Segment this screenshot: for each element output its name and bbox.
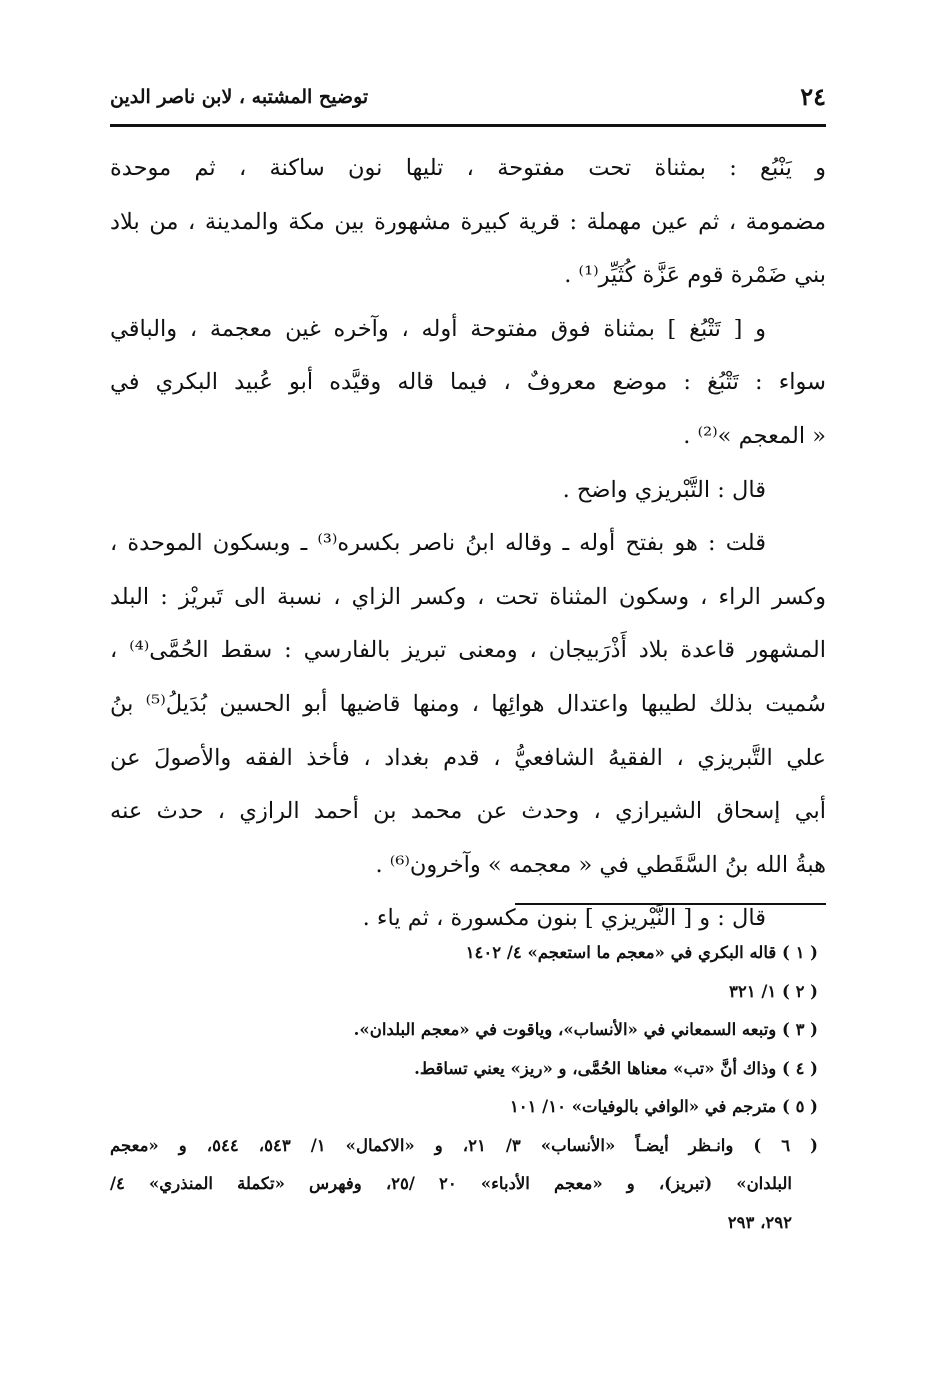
page-number: ٢٤: [800, 82, 826, 111]
text-line: و [ تَتْبُغ ] بمثناة فوق مفتوحة أوله ، وآخره غين معجمة ، والباقي: [110, 315, 766, 342]
footnote: ( ٤ ) وذاك أنَّ «تب» معناها الحُمَّى، و «ريز» يعني تساقط.: [414, 1058, 818, 1078]
text-line: المشهور قاعدة بلاد أَذْرَبيجان ، ومعنى تبريز بالفارسي : سقط الحُمَّى⁽⁴⁾ ،: [110, 637, 826, 664]
footnote-continuation: ٢٩٢، ٢٩٣: [727, 1212, 792, 1232]
text-line: و يَنْبُع : بمثناة تحت مفتوحة ، تليها نون ساكنة ، ثم موحدة: [110, 155, 826, 181]
footnote: ( ٢ ) ١/ ٣٢١: [729, 981, 818, 1001]
footnote: ( ١ ) قاله البكري في «معجم ما استعجم» ٤/ ١٤٠٢: [465, 943, 818, 962]
footnotes: [110, 934, 826, 1242]
text-line: علي التَّبريزي ، الفقيهُ الشافعيُّ ، قدم بغداد ، فأخذ الفقه والأصولَ عن: [110, 744, 826, 771]
text-line: بني ضَمْرة قوم عَزَّة كُثَيِّر⁽¹⁾ .: [564, 262, 826, 289]
running-title: توضيح المشتبه ، لابن ناصر الدين: [110, 86, 369, 108]
text-line: هبةُ الله بنُ السَّقَطي في « معجمه » وآخرون⁽⁶⁾ .: [375, 851, 826, 878]
footnote-rule: [515, 903, 826, 905]
text-line: سُميت بذلك لطيبها واعتدال هوائِها ، ومنها قاضيها أبو الحسين بُدَيلُ⁽⁵⁾ بنُ: [110, 690, 826, 717]
text-line: مضمومة ، ثم عين مهملة : قرية كبيرة مشهورة بين مكة والمدينة ، من بلاد: [110, 208, 826, 235]
text-line: أبي إسحاق الشيرازي ، وحدث عن محمد بن أحمد الرازي ، حدث عنه: [110, 798, 826, 825]
footnote: ( ٦ ) وانـظر أيضـاً «الأنساب» ٣/ ٢١، و «الاكمال» ١/ ٥٤٣، ٥٤٤، و «معجم: [110, 1135, 818, 1155]
footnote-continuation: البلدان» (تبريز)، و «معجم الأدباء» ٢٠ /٢٥، وفهرس «تكملة المنذري» ٤/: [110, 1174, 792, 1193]
text-line: سواء : تَتْبُغ : موضع معروفٌ ، فيما قاله وقيَّده أبو عُبيد البكري في: [110, 369, 826, 396]
text-line: قلت : هو بفتح أوله ـ وقاله ابنُ ناصر بكسره⁽³⁾ ـ وبسكون الموحدة ،: [110, 530, 766, 557]
text-line: قال : التَّبْريزي واضح .: [562, 476, 766, 503]
footnote: ( ٣ ) وتبعه السمعاني في «الأنساب»، وياقوت في «معجم البلدان».: [353, 1020, 818, 1039]
page-header: [110, 80, 826, 124]
main-text: [110, 142, 826, 946]
header-rule: [110, 124, 826, 127]
text-line: وكسر الراء ، وسكون المثناة تحت ، وكسر الزاي ، نسبة الى تَبريْز : البلد: [110, 583, 826, 610]
footnote: ( ٥ ) مترجم في «الوافي بالوفيات» ١٠/ ١٠١: [509, 1097, 818, 1116]
text-line: « المعجم »⁽²⁾ .: [683, 422, 826, 449]
text-line: قال : و [ النَّيْريزي ] بنون مكسورة ، ثم ياء .: [362, 905, 766, 932]
